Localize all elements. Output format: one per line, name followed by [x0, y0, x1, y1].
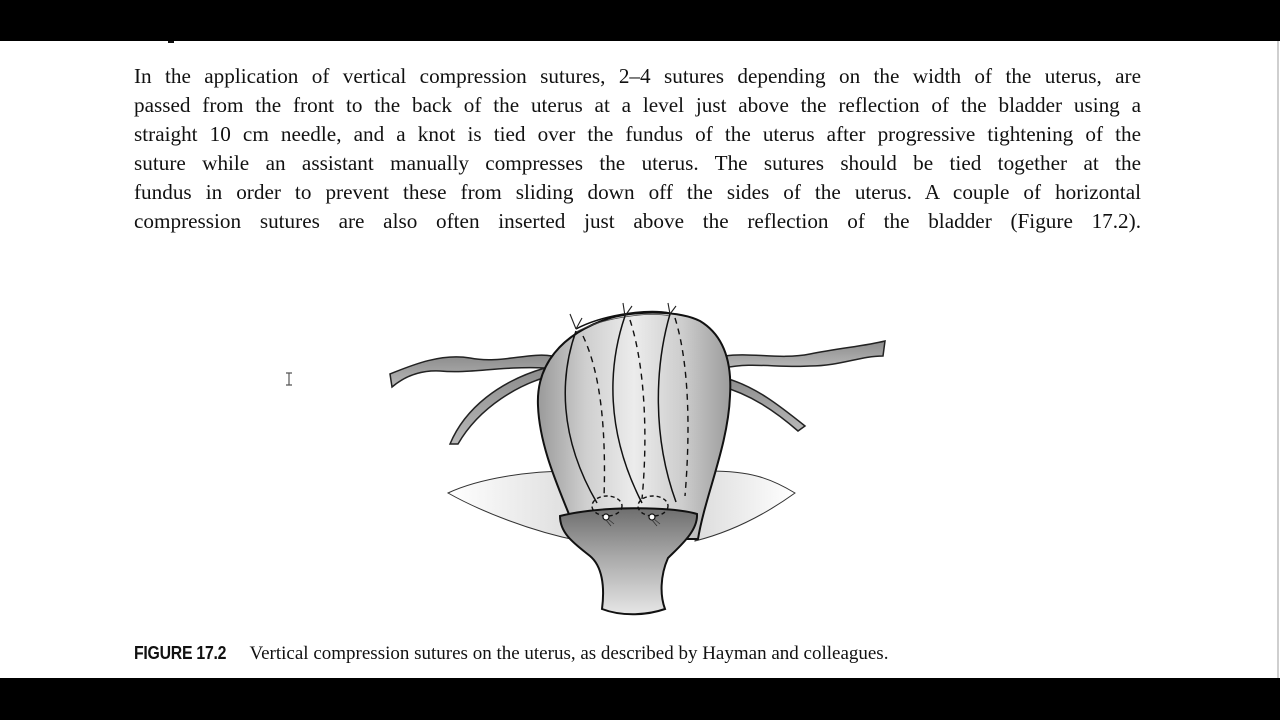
figure-caption	[134, 643, 888, 665]
uterine-body	[538, 313, 730, 539]
figure-caption-text: Vertical compression sutures on the uterus, as described by Hayman and colleagues.	[249, 643, 889, 664]
paragraph-line: fundus in order to prevent these from sliding down off the sides of the uterus. A couple of horizontal	[134, 180, 1141, 204]
uterus-suture-illustration	[380, 256, 900, 616]
page-edge-scrollbar[interactable]	[1277, 41, 1279, 678]
letterbox-top	[0, 0, 1280, 41]
paragraph-line: compression sutures are also often inserted just above the reflection of the bladder (Figure 17.2).	[134, 209, 1141, 233]
text-ibeam-cursor	[285, 372, 293, 386]
right-ovarian-ligament	[720, 378, 805, 431]
paragraph-line: In the application of vertical compression sutures, 2–4 sutures depending on the width of the uterus, are	[134, 64, 1141, 88]
clipped-heading-fragment	[168, 41, 174, 43]
left-ovarian-ligament	[450, 368, 550, 444]
paragraph-line: suture while an assistant manually compresses the uterus. The sutures should be tied together at the	[134, 151, 1141, 175]
paragraph-line: straight 10 cm needle, and a knot is tied over the fundus of the uterus after progressive tightening of the	[134, 122, 1141, 146]
cervix	[560, 508, 697, 614]
body-paragraph	[134, 62, 1141, 236]
document-page[interactable]	[0, 41, 1280, 678]
figure-label: FIGURE 17.2	[134, 643, 227, 663]
letterbox-bottom	[0, 678, 1280, 720]
right-fallopian-tube	[725, 341, 885, 368]
paragraph-line: passed from the front to the back of the uterus at a level just above the reflection of the bladder using a	[134, 93, 1141, 117]
